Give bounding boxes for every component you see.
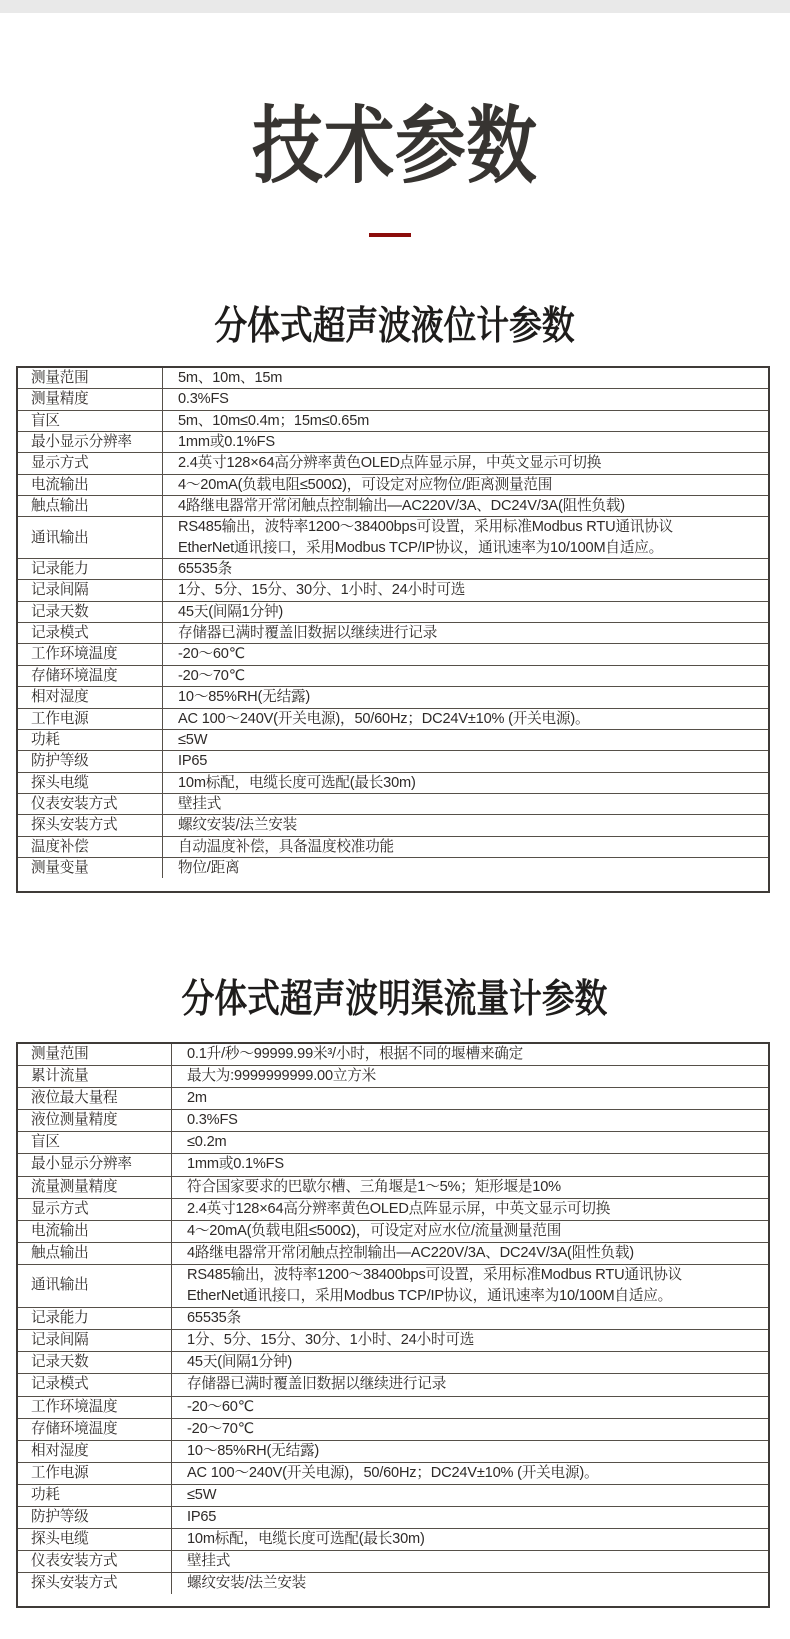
spec-value-cell bbox=[172, 1044, 768, 1065]
spec-value-line: 符合国家要求的巴歇尔槽、三角堰是1～5%；矩形堰是10% bbox=[187, 1178, 561, 1195]
spec-value-line: RS485输出，波特率1200～38400bps可设置，采用标准Modbus RTU通讯协议 bbox=[178, 519, 673, 536]
spec-row bbox=[18, 1462, 768, 1484]
spec-label-cell: 工作电源 bbox=[18, 709, 163, 729]
spec-value-cell bbox=[163, 559, 768, 579]
spec-value-line: 4路继电器常开常闭触点控制输出—AC220V/3A、DC24V/3A(阻性负载) bbox=[187, 1244, 634, 1261]
top-gray-strip bbox=[0, 0, 790, 13]
spec-value-line: 10m标配，电缆长度可选配(最长30m) bbox=[187, 1531, 425, 1548]
spec-value-line: 螺纹安装/法兰安装 bbox=[187, 1575, 307, 1592]
spec-value-cell bbox=[163, 432, 768, 452]
spec-label-cell: 测量范围 bbox=[18, 1044, 172, 1065]
spec-label-cell: 存储环境温度 bbox=[18, 666, 163, 686]
spec-value-cell bbox=[172, 1507, 768, 1528]
spec-row bbox=[18, 410, 768, 431]
spec-value-cell bbox=[163, 815, 768, 835]
spec-row bbox=[18, 1131, 768, 1153]
spec-value-cell bbox=[163, 623, 768, 643]
spec-value-line: 45天(间隔1分钟) bbox=[187, 1354, 293, 1371]
spec-value-cell bbox=[172, 1485, 768, 1506]
spec-row bbox=[18, 857, 768, 878]
spec-value-line: EtherNet通讯接口，采用Modbus TCP/IP协议，通讯速率为10/100M自适应。 bbox=[178, 539, 664, 556]
spec-value-line: 5m、10m≤0.4m；15m≤0.65m bbox=[178, 412, 370, 429]
spec-value-cell bbox=[163, 858, 768, 878]
spec-label-cell: 累计流量 bbox=[18, 1066, 172, 1087]
spec-label-cell: 最小显示分辨率 bbox=[18, 1154, 172, 1175]
spec-value-line: RS485输出，波特率1200～38400bps可设置，采用标准Modbus RTU通讯协议 bbox=[187, 1266, 682, 1283]
spec-row bbox=[18, 601, 768, 622]
spec-row bbox=[18, 1418, 768, 1440]
spec-row bbox=[18, 772, 768, 793]
spec-row bbox=[18, 814, 768, 835]
spec-label-cell: 最小显示分辨率 bbox=[18, 432, 163, 452]
spec-row bbox=[18, 1087, 768, 1109]
spec-value-line: 存储器已满时覆盖旧数据以继续进行记录 bbox=[178, 625, 438, 642]
spec-row bbox=[18, 1307, 768, 1329]
spec-value-cell bbox=[163, 687, 768, 707]
spec-value-line: 4～20mA(负载电阻≤500Ω)，可设定对应水位/流量测量范围 bbox=[187, 1222, 562, 1239]
spec-value-line: 1分、5分、15分、30分、1小时、24小时可选 bbox=[187, 1332, 475, 1349]
spec-value-cell bbox=[163, 453, 768, 473]
spec-value-line: AC 100～240V(开关电源)，50/60Hz；DC24V±10% (开关电源)。 bbox=[187, 1464, 599, 1481]
spec-value-cell bbox=[172, 1352, 768, 1373]
spec-row bbox=[18, 1550, 768, 1572]
spec-label-cell: 测量范围 bbox=[18, 368, 163, 388]
spec-label-cell: 工作环境温度 bbox=[18, 1397, 172, 1418]
spec-label-cell: 记录间隔 bbox=[18, 1330, 172, 1351]
section-title-flow-meter-text: 分体式超声波明渠流量计参数 bbox=[182, 978, 608, 1021]
spec-row bbox=[18, 495, 768, 516]
spec-value-line: 0.1升/秒～99999.99米³/小时，根据不同的堰槽来确定 bbox=[187, 1046, 524, 1062]
spec-row bbox=[18, 708, 768, 729]
spec-value-line: 65535条 bbox=[178, 561, 232, 578]
spec-value-line: ≤5W bbox=[178, 731, 208, 748]
spec-value-cell bbox=[172, 1441, 768, 1462]
spec-value-cell bbox=[163, 644, 768, 664]
spec-value-line: 10～85%RH(无结露) bbox=[187, 1442, 320, 1459]
spec-value-line: 10～85%RH(无结露) bbox=[178, 689, 311, 706]
spec-label-cell: 功耗 bbox=[18, 730, 163, 750]
spec-value-line: 1分、5分、15分、30分、1小时、24小时可选 bbox=[178, 582, 466, 599]
spec-value-line: 2.4英寸128×64高分辨率黄色OLED点阵显示屏，中英文显示可切换 bbox=[178, 455, 602, 472]
spec-label-cell: 通讯输出 bbox=[18, 517, 163, 558]
spec-row bbox=[18, 729, 768, 750]
spec-value-line: EtherNet通讯接口，采用Modbus TCP/IP协议，通讯速率为10/100M自适应。 bbox=[187, 1288, 673, 1305]
spec-row bbox=[18, 1373, 768, 1395]
spec-label-cell: 盲区 bbox=[18, 1132, 172, 1153]
spec-value-line: IP65 bbox=[187, 1508, 217, 1525]
spec-label-cell: 记录模式 bbox=[18, 623, 163, 643]
spec-value-line: 0.3%FS bbox=[178, 391, 229, 408]
spec-row bbox=[18, 622, 768, 643]
spec-label-cell: 探头安装方式 bbox=[18, 1573, 172, 1594]
spec-value-line: 物位/距离 bbox=[178, 859, 240, 876]
spec-label-cell: 温度补偿 bbox=[18, 837, 163, 857]
spec-label-cell: 通讯输出 bbox=[18, 1265, 172, 1307]
spec-value-line: 最大为:9999999999.00立方米 bbox=[187, 1068, 377, 1085]
spec-label-cell: 液位最大量程 bbox=[18, 1088, 172, 1109]
spec-row bbox=[18, 665, 768, 686]
spec-label-cell: 电流输出 bbox=[18, 1221, 172, 1242]
spec-row bbox=[18, 1198, 768, 1220]
spec-row bbox=[18, 1440, 768, 1462]
spec-value-line: ≤5W bbox=[187, 1486, 217, 1503]
spec-label-cell: 防护等级 bbox=[18, 751, 163, 771]
spec-row bbox=[18, 1528, 768, 1550]
spec-value-cell bbox=[172, 1330, 768, 1351]
spec-row bbox=[18, 579, 768, 600]
spec-value-cell bbox=[163, 389, 768, 409]
spec-value-cell bbox=[163, 517, 768, 558]
spec-label-cell: 仪表安装方式 bbox=[18, 1551, 172, 1572]
spec-value-cell bbox=[163, 751, 768, 771]
spec-label-cell: 测量变量 bbox=[18, 858, 163, 878]
spec-label-cell: 记录能力 bbox=[18, 1308, 172, 1329]
spec-label-cell: 记录天数 bbox=[18, 1352, 172, 1373]
spec-value-cell bbox=[172, 1374, 768, 1395]
spec-label-cell: 功耗 bbox=[18, 1485, 172, 1506]
spec-row bbox=[18, 1264, 768, 1307]
spec-row bbox=[18, 474, 768, 495]
spec-row bbox=[18, 750, 768, 771]
page-title-text: 技术参数 bbox=[252, 99, 538, 193]
spec-row bbox=[18, 1351, 768, 1373]
spec-label-cell: 电流输出 bbox=[18, 475, 163, 495]
spec-value-line: 壁挂式 bbox=[187, 1553, 231, 1570]
spec-value-line: 4～20mA(负载电阻≤500Ω)，可设定对应物位/距离测量范围 bbox=[178, 476, 553, 493]
spec-value-line: 螺纹安装/法兰安装 bbox=[178, 817, 298, 834]
spec-value-cell bbox=[172, 1463, 768, 1484]
spec-value-cell bbox=[163, 794, 768, 814]
spec-value-cell bbox=[172, 1419, 768, 1440]
spec-value-cell bbox=[172, 1265, 768, 1307]
spec-row bbox=[18, 1109, 768, 1131]
spec-value-line: 5m、10m、15m bbox=[178, 370, 283, 386]
spec-label-cell: 探头电缆 bbox=[18, 1529, 172, 1550]
spec-label-cell: 相对湿度 bbox=[18, 687, 163, 707]
spec-value-line: 2.4英寸128×64高分辨率黄色OLED点阵显示屏，中英文显示可切换 bbox=[187, 1200, 611, 1217]
spec-label-cell: 工作环境温度 bbox=[18, 644, 163, 664]
spec-row bbox=[18, 1176, 768, 1198]
spec-label-cell: 探头电缆 bbox=[18, 773, 163, 793]
spec-value-line: IP65 bbox=[178, 753, 208, 770]
spec-value-line: 10m标配，电缆长度可选配(最长30m) bbox=[178, 774, 416, 791]
spec-value-cell bbox=[163, 773, 768, 793]
spec-row bbox=[18, 643, 768, 664]
spec-value-cell bbox=[172, 1177, 768, 1198]
spec-label-cell: 存储环境温度 bbox=[18, 1419, 172, 1440]
level-meter-spec-table bbox=[16, 366, 770, 893]
spec-value-cell bbox=[172, 1088, 768, 1109]
spec-value-cell bbox=[172, 1199, 768, 1220]
spec-value-line: 65535条 bbox=[187, 1310, 241, 1327]
spec-row bbox=[18, 1329, 768, 1351]
spec-row bbox=[18, 388, 768, 409]
spec-label-cell: 仪表安装方式 bbox=[18, 794, 163, 814]
spec-value-cell bbox=[172, 1573, 768, 1594]
section-title-level-meter-text: 分体式超声波液位计参数 bbox=[214, 305, 576, 348]
spec-row bbox=[18, 1484, 768, 1506]
spec-value-line: 4路继电器常开常闭触点控制输出—AC220V/3A、DC24V/3A(阻性负载) bbox=[178, 498, 625, 515]
spec-label-cell: 防护等级 bbox=[18, 1507, 172, 1528]
spec-value-line: -20～70℃ bbox=[178, 667, 245, 684]
spec-value-line: -20～60℃ bbox=[187, 1398, 254, 1415]
spec-row bbox=[18, 431, 768, 452]
spec-value-cell bbox=[172, 1308, 768, 1329]
section-title-flow-meter bbox=[0, 979, 790, 1021]
spec-value-cell bbox=[163, 837, 768, 857]
spec-label-cell: 流量测量精度 bbox=[18, 1177, 172, 1198]
spec-label-cell: 探头安装方式 bbox=[18, 815, 163, 835]
spec-value-cell bbox=[172, 1132, 768, 1153]
spec-value-cell bbox=[163, 368, 768, 388]
title-divider bbox=[369, 233, 411, 237]
spec-value-cell bbox=[163, 709, 768, 729]
spec-label-cell: 记录模式 bbox=[18, 1374, 172, 1395]
spec-value-line: 1mm或0.1%FS bbox=[178, 434, 275, 451]
spec-label-cell: 记录能力 bbox=[18, 559, 163, 579]
spec-value-line: ≤0.2m bbox=[187, 1134, 227, 1151]
spec-label-cell: 盲区 bbox=[18, 411, 163, 431]
spec-label-cell: 工作电源 bbox=[18, 1463, 172, 1484]
spec-value-line: 2m bbox=[187, 1090, 207, 1107]
spec-label-cell: 记录间隔 bbox=[18, 580, 163, 600]
spec-row bbox=[18, 1153, 768, 1175]
spec-value-cell bbox=[172, 1243, 768, 1264]
spec-value-cell bbox=[163, 730, 768, 750]
spec-value-cell bbox=[172, 1154, 768, 1175]
spec-row bbox=[18, 793, 768, 814]
spec-row bbox=[18, 1506, 768, 1528]
spec-label-cell: 触点输出 bbox=[18, 496, 163, 516]
spec-row bbox=[18, 1044, 768, 1065]
spec-value-line: 壁挂式 bbox=[178, 795, 222, 812]
spec-value-cell bbox=[163, 602, 768, 622]
spec-value-line: -20～70℃ bbox=[187, 1420, 254, 1437]
spec-row bbox=[18, 1065, 768, 1087]
spec-row bbox=[18, 686, 768, 707]
spec-row bbox=[18, 836, 768, 857]
spec-value-cell bbox=[172, 1110, 768, 1131]
spec-value-cell bbox=[172, 1529, 768, 1550]
spec-value-cell bbox=[163, 580, 768, 600]
spec-value-cell bbox=[163, 475, 768, 495]
spec-row bbox=[18, 516, 768, 558]
spec-value-cell bbox=[163, 411, 768, 431]
spec-value-cell bbox=[172, 1551, 768, 1572]
spec-value-line: -20～60℃ bbox=[178, 646, 245, 663]
spec-value-line: 0.3%FS bbox=[187, 1112, 238, 1129]
spec-value-cell bbox=[172, 1221, 768, 1242]
spec-row bbox=[18, 1396, 768, 1418]
spec-row bbox=[18, 1220, 768, 1242]
spec-value-line: 自动温度补偿，具备温度校准功能 bbox=[178, 838, 394, 855]
spec-label-cell: 相对湿度 bbox=[18, 1441, 172, 1462]
spec-value-line: AC 100～240V(开关电源)，50/60Hz；DC24V±10% (开关电源)。 bbox=[178, 710, 590, 727]
spec-label-cell: 显示方式 bbox=[18, 1199, 172, 1220]
spec-value-line: 1mm或0.1%FS bbox=[187, 1156, 284, 1173]
spec-label-cell: 显示方式 bbox=[18, 453, 163, 473]
spec-value-cell bbox=[163, 496, 768, 516]
spec-row bbox=[18, 1242, 768, 1264]
spec-label-cell: 液位测量精度 bbox=[18, 1110, 172, 1131]
spec-row bbox=[18, 452, 768, 473]
spec-row bbox=[18, 1572, 768, 1594]
spec-value-line: 45天(间隔1分钟) bbox=[178, 603, 284, 620]
spec-value-cell bbox=[172, 1066, 768, 1087]
spec-label-cell: 记录天数 bbox=[18, 602, 163, 622]
flow-meter-spec-table bbox=[16, 1042, 770, 1608]
spec-label-cell: 测量精度 bbox=[18, 389, 163, 409]
section-title-level-meter bbox=[0, 306, 790, 348]
spec-value-cell bbox=[172, 1397, 768, 1418]
spec-label-cell: 触点输出 bbox=[18, 1243, 172, 1264]
spec-value-line: 存储器已满时覆盖旧数据以继续进行记录 bbox=[187, 1376, 447, 1393]
page-title bbox=[0, 100, 790, 192]
spec-row bbox=[18, 368, 768, 388]
spec-row bbox=[18, 558, 768, 579]
spec-value-cell bbox=[163, 666, 768, 686]
